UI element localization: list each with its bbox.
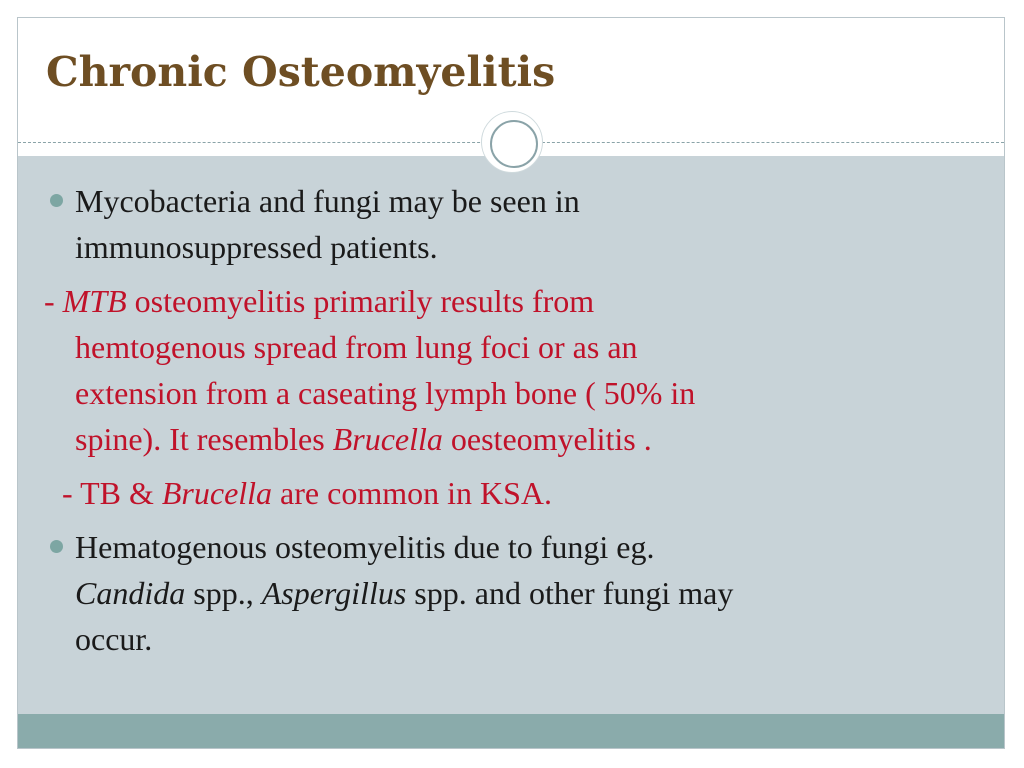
dash-2-term: Brucella — [161, 475, 273, 511]
dash-2-rest: are common in KSA. — [272, 475, 552, 511]
bullet-2-term-1: Candida — [75, 575, 186, 611]
bullet-icon — [50, 194, 63, 207]
bullet-2-text-line-1: Hematogenous osteomyelitis due to fungi eg. — [75, 529, 655, 565]
slide-title: Chronic Osteomyelitis — [46, 48, 556, 96]
dash-1-line-4-term: Brucella — [332, 421, 443, 457]
bullet-item-2-line-2 — [44, 570, 964, 616]
dash-1-line-4-b: oesteomyelitis . — [442, 421, 652, 457]
circle-ornament-icon — [482, 112, 542, 172]
dash-item-1-line-1 — [44, 278, 964, 324]
dash-item-2 — [44, 470, 964, 516]
dash-1-prefix: - — [44, 283, 63, 319]
bullet-2-line-2-a: spp., — [185, 575, 262, 611]
dash-1-line-3: extension from a caseating lymph bone ( 50% in — [75, 375, 696, 411]
bullet-1-text-line-1: Mycobacteria and fungi may be seen in — [75, 183, 580, 219]
bullet-icon — [50, 540, 63, 553]
bullet-item-1-line-1 — [44, 178, 964, 224]
bullet-item-2-line-3 — [44, 616, 964, 662]
dash-1-line-2: hemtogenous spread from lung foci or as an — [75, 329, 638, 365]
bullet-1-text-line-2: immunosuppressed patients. — [75, 229, 438, 265]
bullet-2-text-line-3: occur. — [75, 621, 153, 657]
dash-item-1-line-3 — [44, 370, 964, 416]
bullet-2-line-2-b: spp. and other fungi may — [406, 575, 734, 611]
dash-2-prefix: - TB & — [62, 475, 162, 511]
bullet-2-term-2: Aspergillus — [261, 575, 407, 611]
circle-ornament-ring — [490, 120, 538, 168]
slide-body — [44, 178, 964, 662]
dash-item-1-line-2 — [44, 324, 964, 370]
bullet-item-1-line-2 — [44, 224, 964, 270]
dash-item-1-line-4 — [44, 416, 964, 462]
bullet-item-2-line-1 — [44, 524, 964, 570]
bottom-band — [18, 714, 1004, 748]
dash-1-term: MTB — [62, 283, 127, 319]
dash-1-line-4-a: spine). It resembles — [75, 421, 333, 457]
dash-1-line-1-rest: osteomyelitis primarily results from — [126, 283, 595, 319]
